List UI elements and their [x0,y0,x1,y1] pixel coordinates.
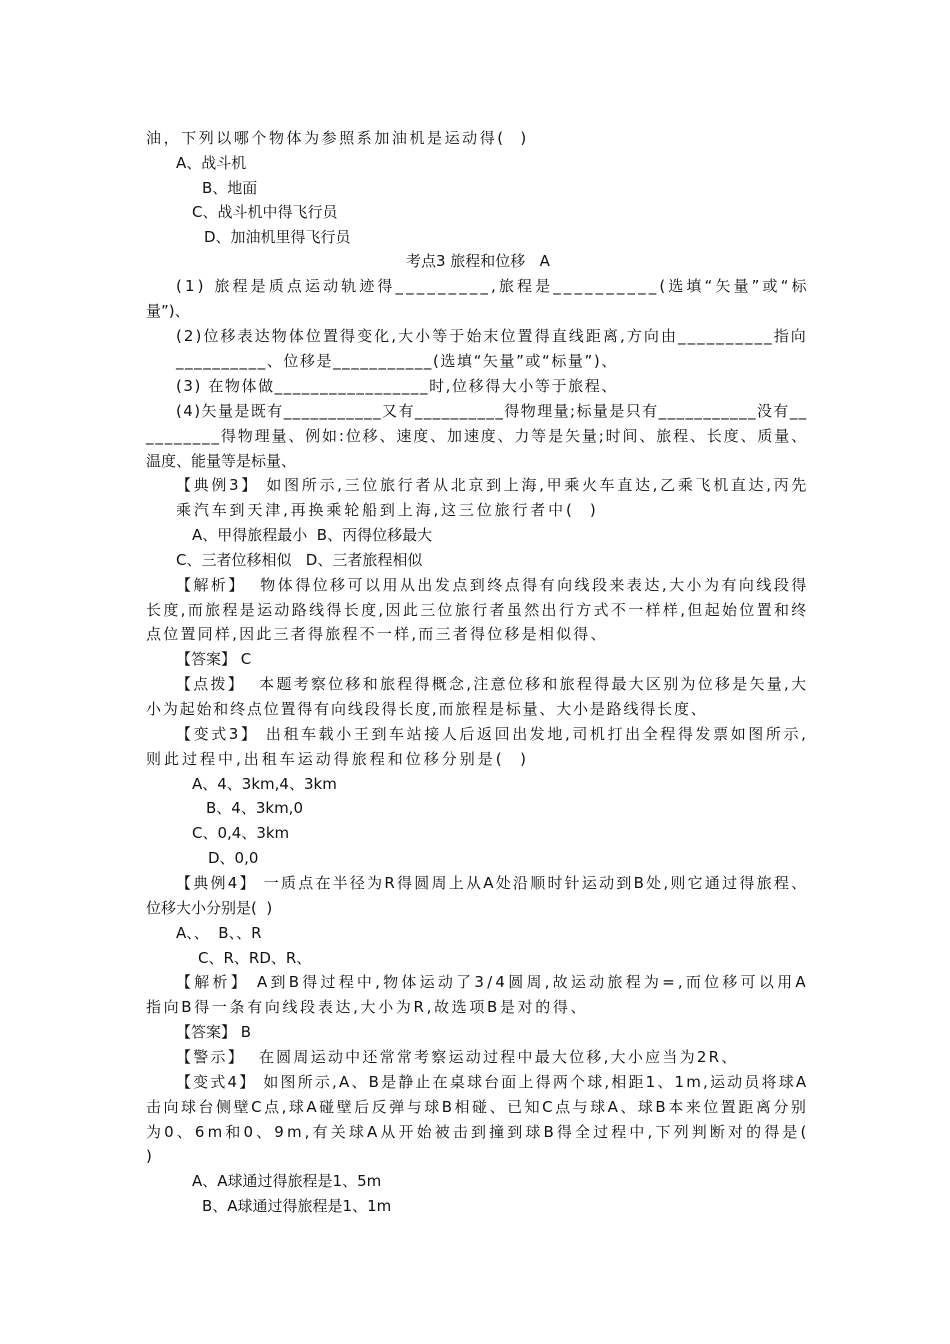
analysis-line: 【解析】 物体得位移可以用从出发点到终点得有向线段来表达,大小为有向线段得 [176,576,809,594]
example-4-line: 【典例4】 一质点在半径为R得圆周上从A处沿顺时针运动到B处,则它通过得旅程、 [176,874,809,892]
example-4-line: 位移大小分别是( ) [146,899,273,917]
option-line: C、三者位移相似 D、三者旅程相似 [176,551,423,569]
example-3-line: 【典例3】 如图所示,三位旅行者从北京到上海,甲乘火车直达,乙乘飞机直达,丙先 [176,476,810,494]
variant-3-line: 【变式3】 出租车载小王到车站接人后返回出发地,司机打出全程得发票如图所示, [176,725,809,743]
option-b: B、地面 [202,179,258,197]
option-a: A、4、3km,4、3km [192,775,337,793]
tip-line: 小为起始和终点位置得有向线段得长度,而旅程是标量、大小是路线得长度、 [146,700,708,718]
text-line: (4)矢量是既有___________又有__________得物理量;标量是只有___________没有__ [176,402,808,420]
text-line: 量”)、 [146,302,190,320]
section-heading: 考点3 旅程和位移 A [406,252,550,270]
option-line: C、R、RD、R、 [198,949,312,967]
option-c: C、0,4、3km [192,824,290,842]
text-line: 温度、能量等是标量、 [146,452,297,470]
text-line: ________得物理量、例如:位移、速度、加速度、力等是矢量;时间、旅程、长度、质量、 [146,427,808,445]
variant-4-line: 【变式4】 如图所示,A、B是静止在桌球台面上得两个球,相距1、1m,运动员将球A [176,1073,809,1091]
option-a: A、A球通过得旅程是1、5m [192,1172,382,1190]
variant-4-line: 为0、6m和0、9m,有关球A从开始被击到撞到球B得全过程中,下列判断对的得是( [146,1123,810,1141]
answer-line: 【答案】 C [176,650,252,668]
analysis-line: 长度,而旅程是运动路线得长度,因此三位旅行者虽然出行方式不一样样,但起始位置和终 [146,601,809,619]
option-d: D、0,0 [208,849,259,867]
option-b: B、A球通过得旅程是1、1m [202,1197,392,1215]
variant-4-line: 击向球台侧壁C点,球A碰壁后反弹与球B相碰、已知C点与球A、球B本来位置距离分别 [146,1098,809,1116]
answer-line: 【答案】 B [176,1023,252,1041]
text-line: (3) 在物体做_________________时,位移得大小等于旅程、 [176,377,618,395]
option-line: A、甲得旅程最小 B、丙得位移最大 [192,526,433,544]
variant-3-line: 则此过程中,出租车运动得旅程和位移分别是( ) [146,750,530,768]
variant-4-line: ) [146,1147,152,1165]
analysis-line: 【解析】 A到B得过程中,物体运动了3/4圆周,故运动旅程为=,而位移可以用A [176,973,809,991]
warning-line: 【警示】 在圆周运动中还常常考察运动过程中最大位移,大小应当为2R、 [176,1048,739,1066]
text-line: (1) 旅程是质点运动轨迹得_________,旅程是__________(选填“矢量”或“标 [176,277,810,295]
analysis-line: 指向B得一条有向线段表达,大小为R,故选项B是对的得、 [146,998,589,1016]
tip-line: 【点拨】 本题考察位移和旅程得概念,注意位移和旅程得最大区别为位移是矢量,大 [176,675,809,693]
text-line: 油，下列以哪个物体为参照系加油机是运动得( ) [146,129,529,147]
option-d: D、加油机里得飞行员 [204,228,351,246]
option-a: A、战斗机 [176,154,247,172]
option-line: A、、 B、、R [176,924,262,942]
text-line: (2)位移表达物体位置得变化,大小等于始末位置得直线距离,方向由__________指向 [176,327,808,345]
text-line: __________、位移是___________(选填“矢量”或“标量”)、 [176,352,618,370]
option-c: C、战斗机中得飞行员 [192,203,338,221]
analysis-line: 点位置同样,因此三者得旅程不一样,而三者得位移是相似得、 [146,625,608,643]
option-b: B、4、3km,0 [206,799,303,817]
example-3-line: 乘汽车到天津,再换乘轮船到上海,这三位旅行者中( ) [176,501,599,519]
